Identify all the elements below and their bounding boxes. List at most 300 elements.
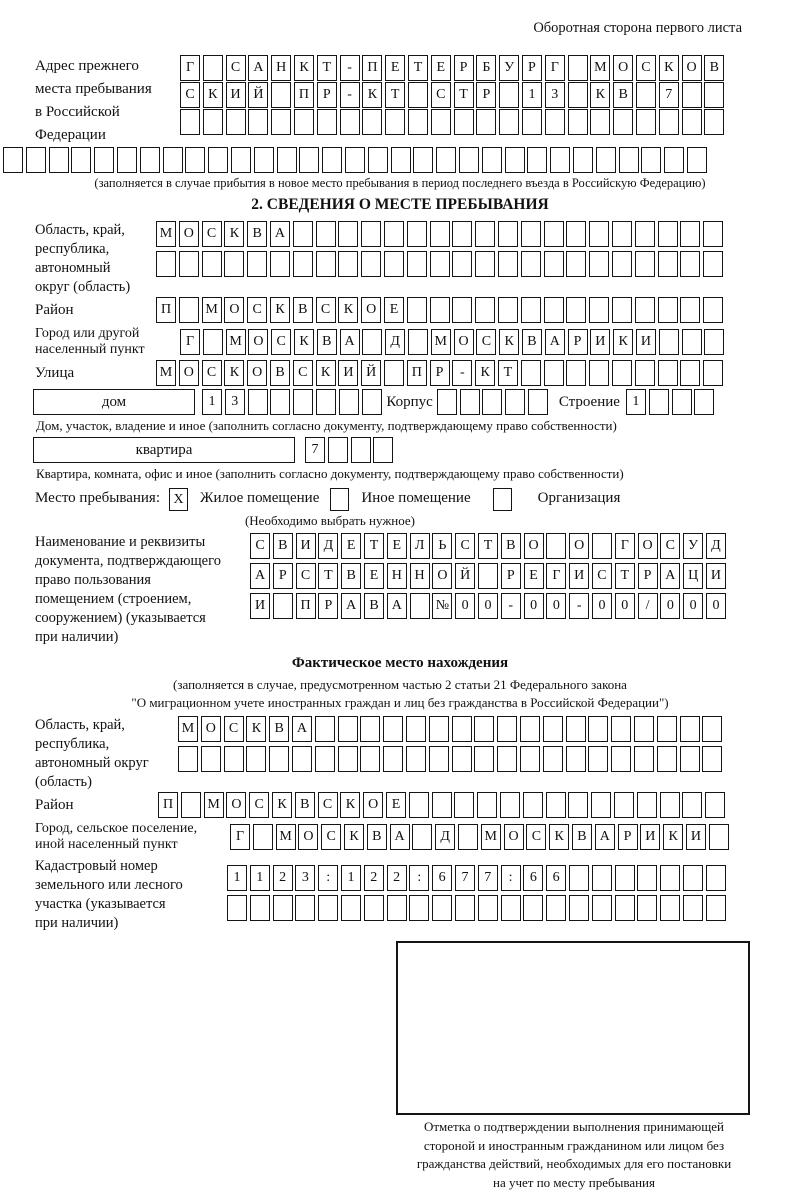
char-cell[interactable] [658, 360, 678, 386]
char-cell[interactable]: С [224, 716, 244, 742]
char-cell[interactable] [544, 360, 564, 386]
char-cell[interactable] [224, 746, 244, 772]
char-cell[interactable]: Т [408, 55, 428, 81]
char-cell[interactable] [498, 297, 518, 323]
char-cell[interactable] [299, 147, 319, 173]
char-cell[interactable] [384, 360, 404, 386]
stay-type-checkbox-other-premises[interactable] [330, 488, 349, 511]
char-cell[interactable] [338, 221, 358, 247]
char-cell[interactable]: В [270, 360, 290, 386]
char-cell[interactable] [611, 716, 631, 742]
char-cell[interactable] [641, 147, 661, 173]
char-cell[interactable]: Е [385, 55, 405, 81]
char-cell[interactable]: Е [364, 563, 384, 589]
char-cell[interactable]: С [271, 329, 291, 355]
char-cell[interactable]: Ц [683, 563, 703, 589]
char-cell[interactable]: 0 [615, 593, 635, 619]
char-cell[interactable]: - [569, 593, 589, 619]
char-cell[interactable]: О [179, 360, 199, 386]
char-cell[interactable]: А [341, 593, 361, 619]
char-cell[interactable] [680, 297, 700, 323]
char-cell[interactable] [455, 895, 475, 921]
char-cell[interactable] [660, 865, 680, 891]
char-cell[interactable] [637, 792, 657, 818]
char-cell[interactable] [543, 746, 563, 772]
char-cell[interactable] [523, 792, 543, 818]
char-cell[interactable]: С [202, 221, 222, 247]
char-cell[interactable]: Д [435, 824, 455, 850]
char-cell[interactable]: Н [410, 563, 430, 589]
char-cell[interactable] [658, 251, 678, 277]
char-cell[interactable]: Р [454, 55, 474, 81]
char-cell[interactable]: П [294, 82, 314, 108]
char-cell[interactable] [520, 746, 540, 772]
char-cell[interactable] [315, 746, 335, 772]
char-cell[interactable]: А [390, 824, 410, 850]
char-cell[interactable]: О [226, 792, 246, 818]
char-cell[interactable]: К [362, 82, 382, 108]
char-cell[interactable]: А [340, 329, 360, 355]
char-cell[interactable] [614, 792, 634, 818]
char-cell[interactable]: Т [478, 533, 498, 559]
char-cell[interactable]: О [363, 792, 383, 818]
char-cell[interactable] [683, 895, 703, 921]
char-cell[interactable] [521, 221, 541, 247]
char-cell[interactable]: 0 [478, 593, 498, 619]
char-cell[interactable]: Т [498, 360, 518, 386]
char-cell[interactable]: Е [386, 792, 406, 818]
char-cell[interactable] [294, 109, 314, 135]
char-cell[interactable]: Д [385, 329, 405, 355]
char-cell[interactable] [248, 109, 268, 135]
char-cell[interactable]: К [590, 82, 610, 108]
char-cell[interactable]: С [296, 563, 316, 589]
char-cell[interactable] [702, 746, 722, 772]
char-cell[interactable] [71, 147, 91, 173]
char-cell[interactable]: - [501, 593, 521, 619]
char-cell[interactable]: А [387, 593, 407, 619]
char-cell[interactable]: Е [384, 297, 404, 323]
char-cell[interactable] [273, 895, 293, 921]
char-cell[interactable] [361, 221, 381, 247]
char-cell[interactable] [224, 251, 244, 277]
char-cell[interactable]: И [338, 360, 358, 386]
char-cell[interactable] [706, 895, 726, 921]
char-cell[interactable]: О [569, 533, 589, 559]
char-cell[interactable]: В [364, 593, 384, 619]
char-cell[interactable] [590, 109, 610, 135]
char-cell[interactable]: В [367, 824, 387, 850]
char-cell[interactable]: 6 [523, 865, 543, 891]
char-cell[interactable] [408, 109, 428, 135]
char-cell[interactable] [682, 82, 702, 108]
char-cell[interactable] [178, 746, 198, 772]
char-cell[interactable]: К [499, 329, 519, 355]
char-cell[interactable] [26, 147, 46, 173]
char-cell[interactable]: И [640, 824, 660, 850]
char-cell[interactable] [432, 895, 452, 921]
char-cell[interactable]: М [226, 329, 246, 355]
char-cell[interactable] [318, 895, 338, 921]
char-cell[interactable]: В [269, 716, 289, 742]
char-cell[interactable]: Р [638, 563, 658, 589]
char-cell[interactable]: 0 [660, 593, 680, 619]
char-cell[interactable] [254, 147, 274, 173]
char-cell[interactable] [682, 329, 702, 355]
char-cell[interactable]: В [293, 297, 313, 323]
char-cell[interactable] [482, 389, 502, 415]
char-cell[interactable]: Р [273, 563, 293, 589]
char-cell[interactable]: И [226, 82, 246, 108]
char-cell[interactable] [619, 147, 639, 173]
char-cell[interactable]: К [294, 55, 314, 81]
char-cell[interactable] [568, 792, 588, 818]
char-cell[interactable] [612, 251, 632, 277]
house-type-box[interactable]: дом [33, 389, 195, 415]
char-cell[interactable] [360, 746, 380, 772]
char-cell[interactable] [293, 251, 313, 277]
char-cell[interactable]: Т [385, 82, 405, 108]
char-cell[interactable] [566, 360, 586, 386]
char-cell[interactable]: 1 [626, 389, 646, 415]
char-cell[interactable]: 0 [683, 593, 703, 619]
char-cell[interactable]: В [341, 563, 361, 589]
char-cell[interactable] [454, 792, 474, 818]
char-cell[interactable] [328, 437, 348, 463]
char-cell[interactable]: - [452, 360, 472, 386]
char-cell[interactable] [709, 824, 729, 850]
char-cell[interactable] [341, 895, 361, 921]
char-cell[interactable] [246, 746, 266, 772]
char-cell[interactable]: И [569, 563, 589, 589]
char-cell[interactable] [612, 221, 632, 247]
char-cell[interactable] [636, 82, 656, 108]
char-cell[interactable]: О [638, 533, 658, 559]
char-cell[interactable] [202, 251, 222, 277]
char-cell[interactable] [179, 251, 199, 277]
char-cell[interactable]: 1 [202, 389, 222, 415]
char-cell[interactable] [373, 437, 393, 463]
char-cell[interactable] [477, 792, 497, 818]
char-cell[interactable] [649, 389, 669, 415]
char-cell[interactable] [658, 221, 678, 247]
char-cell[interactable]: 7 [659, 82, 679, 108]
char-cell[interactable] [592, 865, 612, 891]
char-cell[interactable] [437, 389, 457, 415]
char-cell[interactable] [660, 895, 680, 921]
char-cell[interactable]: О [682, 55, 702, 81]
char-cell[interactable] [384, 251, 404, 277]
char-cell[interactable] [505, 147, 525, 173]
char-cell[interactable] [452, 746, 472, 772]
char-cell[interactable] [635, 251, 655, 277]
char-cell[interactable] [364, 895, 384, 921]
char-cell[interactable]: В [317, 329, 337, 355]
char-cell[interactable] [362, 329, 382, 355]
char-cell[interactable]: К [549, 824, 569, 850]
char-cell[interactable]: М [276, 824, 296, 850]
char-cell[interactable]: Р [522, 55, 542, 81]
char-cell[interactable] [498, 221, 518, 247]
char-cell[interactable]: Г [230, 824, 250, 850]
char-cell[interactable]: К [224, 360, 244, 386]
char-cell[interactable] [706, 865, 726, 891]
char-cell[interactable] [360, 716, 380, 742]
char-cell[interactable] [474, 716, 494, 742]
char-cell[interactable] [497, 746, 517, 772]
char-cell[interactable] [568, 82, 588, 108]
char-cell[interactable]: В [522, 329, 542, 355]
char-cell[interactable] [566, 251, 586, 277]
char-cell[interactable]: А [250, 563, 270, 589]
char-cell[interactable] [592, 533, 612, 559]
char-cell[interactable] [687, 147, 707, 173]
char-cell[interactable]: С [226, 55, 246, 81]
char-cell[interactable] [459, 147, 479, 173]
char-cell[interactable]: К [340, 792, 360, 818]
char-cell[interactable] [293, 389, 313, 415]
char-cell[interactable]: Й [248, 82, 268, 108]
char-cell[interactable]: Р [501, 563, 521, 589]
char-cell[interactable] [660, 792, 680, 818]
char-cell[interactable]: С [316, 297, 336, 323]
char-cell[interactable]: 2 [273, 865, 293, 891]
char-cell[interactable] [316, 221, 336, 247]
char-cell[interactable]: Г [545, 55, 565, 81]
char-cell[interactable] [316, 251, 336, 277]
char-cell[interactable] [612, 297, 632, 323]
char-cell[interactable] [634, 716, 654, 742]
char-cell[interactable] [658, 297, 678, 323]
char-cell[interactable]: В [501, 533, 521, 559]
char-cell[interactable] [361, 251, 381, 277]
stay-type-checkbox-organization[interactable] [493, 488, 512, 511]
char-cell[interactable] [387, 895, 407, 921]
char-cell[interactable] [163, 147, 183, 173]
char-cell[interactable] [406, 746, 426, 772]
char-cell[interactable] [429, 746, 449, 772]
char-cell[interactable] [185, 147, 205, 173]
char-cell[interactable] [521, 251, 541, 277]
apartment-type-box[interactable]: квартира [33, 437, 295, 463]
char-cell[interactable]: Т [317, 55, 337, 81]
char-cell[interactable] [409, 792, 429, 818]
char-cell[interactable]: О [247, 360, 267, 386]
char-cell[interactable] [636, 109, 656, 135]
char-cell[interactable]: Г [546, 563, 566, 589]
char-cell[interactable] [140, 147, 160, 173]
char-cell[interactable]: И [590, 329, 610, 355]
char-cell[interactable] [474, 746, 494, 772]
char-cell[interactable] [94, 147, 114, 173]
char-cell[interactable] [657, 716, 677, 742]
char-cell[interactable]: 1 [341, 865, 361, 891]
char-cell[interactable] [269, 746, 289, 772]
char-cell[interactable]: А [270, 221, 290, 247]
char-cell[interactable]: С [476, 329, 496, 355]
char-cell[interactable] [705, 792, 725, 818]
char-cell[interactable] [680, 221, 700, 247]
char-cell[interactable] [475, 251, 495, 277]
char-cell[interactable] [383, 746, 403, 772]
char-cell[interactable] [460, 389, 480, 415]
char-cell[interactable] [659, 109, 679, 135]
char-cell[interactable]: К [338, 297, 358, 323]
char-cell[interactable] [500, 792, 520, 818]
char-cell[interactable]: Г [180, 329, 200, 355]
char-cell[interactable]: С [249, 792, 269, 818]
char-cell[interactable]: П [296, 593, 316, 619]
char-cell[interactable] [592, 895, 612, 921]
char-cell[interactable]: О [504, 824, 524, 850]
char-cell[interactable] [156, 251, 176, 277]
char-cell[interactable] [248, 389, 268, 415]
char-cell[interactable]: М [156, 221, 176, 247]
char-cell[interactable]: 2 [364, 865, 384, 891]
char-cell[interactable]: В [247, 221, 267, 247]
char-cell[interactable]: Н [387, 563, 407, 589]
char-cell[interactable]: С [660, 533, 680, 559]
char-cell[interactable] [203, 55, 223, 81]
char-cell[interactable]: С [293, 360, 313, 386]
char-cell[interactable] [293, 221, 313, 247]
char-cell[interactable] [682, 792, 702, 818]
char-cell[interactable]: О [201, 716, 221, 742]
char-cell[interactable] [613, 109, 633, 135]
char-cell[interactable]: У [499, 55, 519, 81]
char-cell[interactable]: 7 [455, 865, 475, 891]
char-cell[interactable] [203, 109, 223, 135]
char-cell[interactable] [322, 147, 342, 173]
char-cell[interactable] [499, 82, 519, 108]
char-cell[interactable] [546, 895, 566, 921]
char-cell[interactable]: К [224, 221, 244, 247]
char-cell[interactable] [431, 109, 451, 135]
char-cell[interactable] [550, 147, 570, 173]
char-cell[interactable] [475, 221, 495, 247]
char-cell[interactable]: С [321, 824, 341, 850]
char-cell[interactable]: 3 [225, 389, 245, 415]
char-cell[interactable] [429, 716, 449, 742]
char-cell[interactable] [478, 895, 498, 921]
char-cell[interactable]: И [706, 563, 726, 589]
char-cell[interactable]: Д [318, 533, 338, 559]
char-cell[interactable] [520, 716, 540, 742]
char-cell[interactable]: Р [430, 360, 450, 386]
char-cell[interactable]: 7 [305, 437, 325, 463]
char-cell[interactable] [407, 251, 427, 277]
char-cell[interactable]: Н [271, 55, 291, 81]
char-cell[interactable] [566, 716, 586, 742]
char-cell[interactable] [482, 147, 502, 173]
char-cell[interactable]: 0 [592, 593, 612, 619]
char-cell[interactable]: Ь [432, 533, 452, 559]
char-cell[interactable]: 0 [455, 593, 475, 619]
char-cell[interactable]: Е [431, 55, 451, 81]
char-cell[interactable]: К [613, 329, 633, 355]
stay-type-checkbox-residential[interactable]: X [169, 488, 188, 511]
char-cell[interactable]: Г [180, 55, 200, 81]
char-cell[interactable]: Т [364, 533, 384, 559]
char-cell[interactable] [501, 895, 521, 921]
char-cell[interactable] [271, 82, 291, 108]
char-cell[interactable] [589, 221, 609, 247]
char-cell[interactable]: М [431, 329, 451, 355]
char-cell[interactable] [454, 109, 474, 135]
char-cell[interactable] [683, 865, 703, 891]
char-cell[interactable] [180, 109, 200, 135]
char-cell[interactable] [566, 221, 586, 247]
char-cell[interactable] [499, 109, 519, 135]
char-cell[interactable]: О [224, 297, 244, 323]
char-cell[interactable] [408, 82, 428, 108]
char-cell[interactable]: У [683, 533, 703, 559]
char-cell[interactable] [680, 716, 700, 742]
char-cell[interactable] [568, 55, 588, 81]
char-cell[interactable] [458, 824, 478, 850]
char-cell[interactable] [591, 792, 611, 818]
char-cell[interactable]: Б [476, 55, 496, 81]
char-cell[interactable] [589, 360, 609, 386]
char-cell[interactable]: К [272, 792, 292, 818]
char-cell[interactable]: М [156, 360, 176, 386]
char-cell[interactable]: Л [410, 533, 430, 559]
char-cell[interactable]: 1 [522, 82, 542, 108]
char-cell[interactable] [247, 251, 267, 277]
char-cell[interactable] [49, 147, 69, 173]
char-cell[interactable] [383, 716, 403, 742]
char-cell[interactable] [271, 109, 291, 135]
char-cell[interactable]: И [250, 593, 270, 619]
char-cell[interactable]: В [572, 824, 592, 850]
char-cell[interactable]: 1 [250, 865, 270, 891]
char-cell[interactable]: С [180, 82, 200, 108]
char-cell[interactable]: М [204, 792, 224, 818]
char-cell[interactable] [368, 147, 388, 173]
char-cell[interactable]: / [638, 593, 658, 619]
char-cell[interactable] [680, 251, 700, 277]
char-cell[interactable] [568, 109, 588, 135]
char-cell[interactable] [588, 716, 608, 742]
char-cell[interactable]: А [248, 55, 268, 81]
char-cell[interactable] [612, 360, 632, 386]
char-cell[interactable] [546, 792, 566, 818]
char-cell[interactable]: О [454, 329, 474, 355]
char-cell[interactable] [179, 297, 199, 323]
char-cell[interactable]: К [294, 329, 314, 355]
char-cell[interactable]: М [202, 297, 222, 323]
char-cell[interactable] [528, 389, 548, 415]
char-cell[interactable]: К [659, 55, 679, 81]
char-cell[interactable] [498, 251, 518, 277]
char-cell[interactable]: В [704, 55, 724, 81]
char-cell[interactable]: К [270, 297, 290, 323]
char-cell[interactable] [637, 865, 657, 891]
char-cell[interactable]: Е [341, 533, 361, 559]
char-cell[interactable] [231, 147, 251, 173]
char-cell[interactable] [430, 251, 450, 277]
char-cell[interactable]: И [686, 824, 706, 850]
char-cell[interactable] [452, 221, 472, 247]
char-cell[interactable]: В [613, 82, 633, 108]
char-cell[interactable] [227, 895, 247, 921]
char-cell[interactable]: О [248, 329, 268, 355]
char-cell[interactable]: Т [615, 563, 635, 589]
char-cell[interactable] [201, 746, 221, 772]
char-cell[interactable] [544, 251, 564, 277]
char-cell[interactable] [527, 147, 547, 173]
char-cell[interactable] [703, 221, 723, 247]
